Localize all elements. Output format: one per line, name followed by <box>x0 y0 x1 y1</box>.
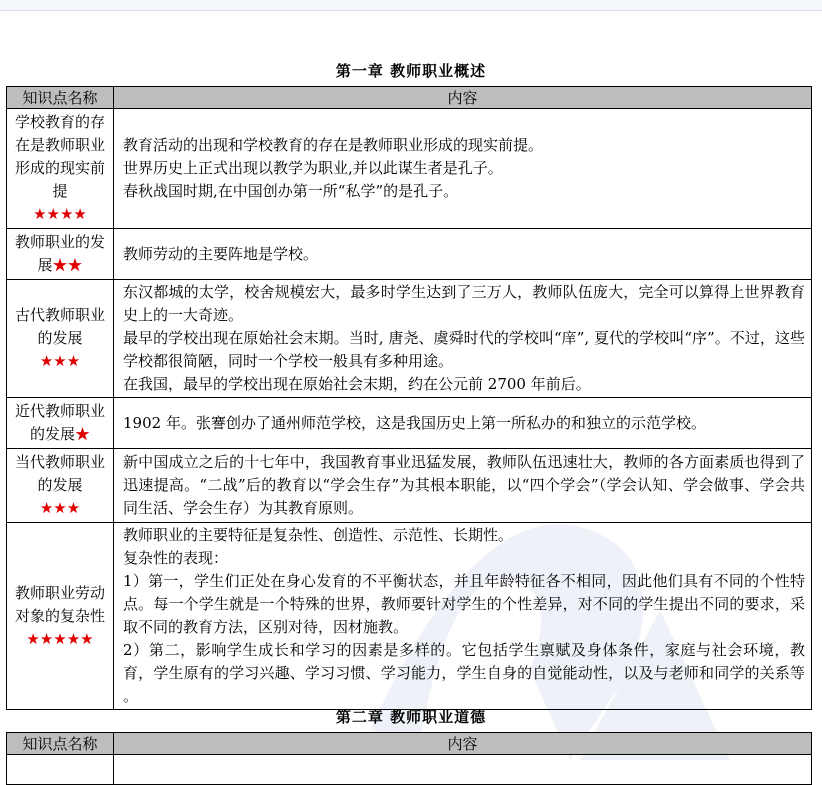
topic-cell <box>7 755 114 785</box>
content-cell <box>114 755 812 785</box>
topic-cell <box>7 449 114 523</box>
table-header-row <box>7 87 812 109</box>
content-line: 教师劳动的主要阵地是学校。 <box>123 244 319 263</box>
chapter-2-table <box>6 732 812 785</box>
content-line: 复杂性的表现： <box>123 549 229 567</box>
star-rating: ★★★★ <box>33 205 87 223</box>
header-topic: 知识点名称 <box>7 733 114 755</box>
content-cell <box>114 280 812 398</box>
topic-name: 古代教师职业的发展 <box>14 306 105 347</box>
table-header-row <box>7 733 812 755</box>
content-cell <box>114 229 812 280</box>
table-row <box>7 449 812 523</box>
topic-name: 教师职业的发展 <box>14 233 105 274</box>
table-row <box>7 398 812 449</box>
star-rating: ★★★ <box>39 352 81 370</box>
topic-cell <box>7 523 114 710</box>
content-cell <box>114 449 812 523</box>
chapter-2-title: 第二章 教师职业道德 <box>335 708 487 726</box>
table-row <box>7 229 812 280</box>
content-line: 1）第一，学生们正处在身心发育的不平衡状态，并且年龄特征各不相同，因此他们具有不同的个性特点。每一个学生就是一个特殊的世界，教师要针对学生的个性差异，对不同的学生提出不同的要求，采取不同的教育方法，区别对待，因材施教。 <box>123 572 805 636</box>
table-row <box>7 280 812 398</box>
content-cell <box>114 398 812 449</box>
content-cell <box>114 109 812 229</box>
content-line: 在我国，最早的学校出现在原始社会末期，约在公元前 2700 年前后。 <box>123 375 591 393</box>
star-rating: ★★ <box>52 256 83 274</box>
star-rating: ★★★★★ <box>26 629 94 648</box>
topic-name: 教师职业劳动对象的复杂性 <box>14 583 105 625</box>
content-line: 最早的学校出现在原始社会末期。当时, 唐尧、虞舜时代的学校叫“庠”, 夏代的学校叫“序”。不过，这些学校都很简陋，同时一个学校一般具有多种用途。 <box>123 329 805 370</box>
content-cell <box>114 523 812 710</box>
topic-name: 近代教师职业的发展 <box>14 402 105 443</box>
star-rating: ★ <box>75 425 91 443</box>
topic-cell <box>7 229 114 280</box>
star-rating: ★★★ <box>39 499 81 517</box>
table-row <box>7 523 812 710</box>
table-row <box>7 755 812 785</box>
content-line: 教师职业的主要特征是复杂性、创造性、示范性、长期性。 <box>123 526 514 544</box>
content-line: 东汉都城的太学，校舍规模宏大，最多时学生达到了三万人，教师队伍庞大，完全可以算得上世界教育史上的一大奇迹。 <box>123 283 805 324</box>
top-edge <box>0 0 822 11</box>
content-line: 春秋战国时期,在中国创办第一所“私学”的是孔子。 <box>123 182 459 200</box>
header-topic: 知识点名称 <box>7 87 114 109</box>
content-line: 新中国成立之后的十七年中，我国教育事业迅猛发展，教师队伍迅速壮大，教师的各方面素质也得到了迅速提高。“二战”后的教育以“学会生存”为其根本职能，以“四个学会”（学会认知、学会做事、学会共同生活、学会生存）为其教育原则。 <box>123 453 805 517</box>
chapter-1-title: 第一章 教师职业概述 <box>335 62 487 80</box>
topic-cell <box>7 398 114 449</box>
topic-cell <box>7 109 114 229</box>
chapter-1-table <box>6 86 812 710</box>
header-content: 内容 <box>114 87 812 109</box>
header-content: 内容 <box>114 733 812 755</box>
content-line: 教育活动的出现和学校教育的存在是教师职业形成的现实前提。 <box>123 136 544 154</box>
topic-cell <box>7 280 114 398</box>
topic-name: 学校教育的存在是教师职业形成的现实前提 <box>14 113 105 200</box>
content-line: 2）第二，影响学生成长和学习的因素是多样的。它包括学生禀赋及身体条件，家庭与社会环境，教育，学生原有的学习兴趣、学习习惯、学习能力，学生自身的自觉能动性，以及与老师和同学的关系等 。 <box>123 641 805 705</box>
content-line: 世界历史上正式出现以教学为职业,并以此谋生者是孔子。 <box>123 159 503 177</box>
table-row <box>7 109 812 229</box>
content-line: 1902 年。张謇创办了通州师范学校，这是我国历史上第一所私办的和独立的示范学校。 <box>123 413 706 432</box>
topic-name: 当代教师职业的发展 <box>14 453 105 494</box>
